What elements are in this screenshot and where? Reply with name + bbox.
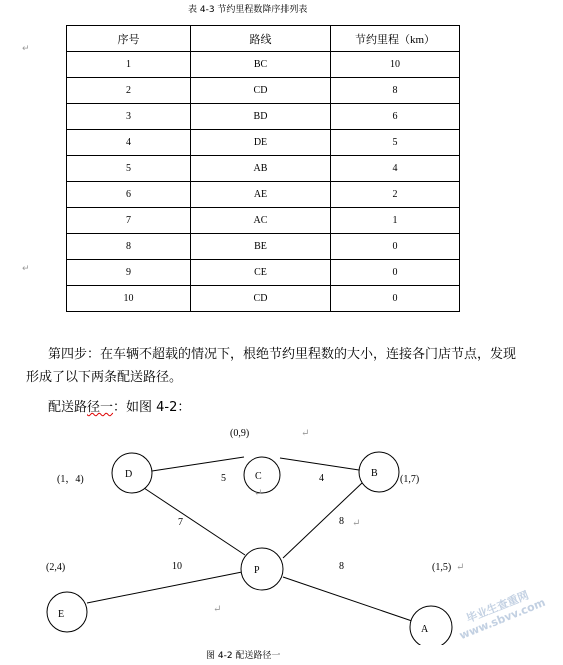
table-caption: 表 4-3 节约里程数降序排列表 — [188, 5, 308, 15]
node-label: P — [254, 565, 260, 576]
edge-line — [280, 458, 359, 470]
table-cell: 5 — [67, 156, 191, 182]
column-header: 节约里程（km） — [331, 26, 460, 52]
table-row — [67, 130, 460, 156]
edge-label: 7 — [178, 517, 183, 528]
table-cell: 1 — [331, 208, 460, 234]
edge-label: 10 — [172, 561, 182, 572]
node-circle — [47, 592, 87, 632]
table-cell: 0 — [331, 260, 460, 286]
table-cell: 8 — [331, 78, 460, 104]
table-cell: 2 — [331, 182, 460, 208]
node-coordinate: (1,7) — [400, 474, 420, 485]
node-circle — [241, 548, 283, 590]
table-cell: 0 — [331, 234, 460, 260]
table-cell: CE — [191, 260, 331, 286]
edge-label: 5 — [221, 473, 226, 484]
node-circle — [359, 452, 399, 492]
table-cell: 7 — [67, 208, 191, 234]
table-cell: 10 — [331, 52, 460, 78]
table-row — [67, 234, 460, 260]
return-mark: ↵ — [22, 264, 30, 274]
table-cell: CD — [191, 78, 331, 104]
table-cell: 9 — [67, 260, 191, 286]
table-row — [67, 78, 460, 104]
table-row — [67, 182, 460, 208]
watermark-logo: 毕业生查重网 www.sbvv.com — [457, 588, 548, 643]
table-row — [67, 156, 460, 182]
table-cell: 6 — [331, 104, 460, 130]
column-header: 序号 — [67, 26, 191, 52]
table-cell: 5 — [331, 130, 460, 156]
table-cell: 0 — [331, 286, 460, 312]
return-mark: ↵ — [22, 44, 30, 54]
return-mark: ↵ — [254, 488, 263, 499]
return-mark: ↵ — [352, 518, 361, 529]
table-row — [67, 286, 460, 312]
route-heading-prefix: 配送路 — [48, 400, 88, 415]
edge-label: 8 — [339, 516, 344, 527]
edge-line — [283, 577, 412, 621]
table-cell: AC — [191, 208, 331, 234]
table-cell: AB — [191, 156, 331, 182]
table-cell: 2 — [67, 78, 191, 104]
table-row — [67, 52, 460, 78]
column-header: 路线 — [191, 26, 331, 52]
table-cell: 4 — [331, 156, 460, 182]
table-cell: AE — [191, 182, 331, 208]
table-row — [67, 260, 460, 286]
table-cell: CD — [191, 286, 331, 312]
edge-label: 4 — [319, 473, 324, 484]
edge-line — [283, 483, 362, 558]
return-mark: ↵ — [456, 562, 465, 573]
table-header-row — [67, 26, 460, 52]
table-cell: 4 — [67, 130, 191, 156]
route-heading — [48, 396, 190, 419]
paragraph-line: 第四步：在车辆不超载的情况下，根绝节约里程数的大小，连接各门店节点，发现 — [48, 347, 517, 362]
table-cell: 10 — [67, 286, 191, 312]
return-mark: ↵ — [213, 604, 222, 615]
figure-caption: 图 4-2 配送路径一 — [206, 651, 281, 661]
node-coordinate: (2,4) — [46, 562, 66, 573]
return-mark: ↵ — [301, 428, 310, 439]
edge-label: 8 — [339, 561, 344, 572]
table-cell: BC — [191, 52, 331, 78]
paragraph-step-four — [48, 343, 563, 366]
node-label: E — [58, 609, 65, 620]
node-coordinate: (1，4) — [57, 474, 84, 485]
table-row — [67, 208, 460, 234]
table-cell: DE — [191, 130, 331, 156]
node-label: A — [421, 624, 429, 635]
table-cell: 8 — [67, 234, 191, 260]
node-coordinate: (0,9) — [230, 428, 250, 439]
paragraph-line: 形成了以下两条配送路径。 — [26, 370, 183, 385]
node-label: D — [125, 469, 133, 480]
table-cell: BD — [191, 104, 331, 130]
node-coordinate: (1,5) — [432, 562, 452, 573]
table-cell: 6 — [67, 182, 191, 208]
table-cell: 3 — [67, 104, 191, 130]
table-cell: BE — [191, 234, 331, 260]
route-heading-suffix: ：如图 4-2： — [113, 400, 191, 415]
edge-line — [144, 488, 245, 555]
node-label: C — [255, 471, 262, 482]
table-cell: 1 — [67, 52, 191, 78]
edge-line — [87, 572, 242, 603]
route-heading-underlined: 径一 — [87, 400, 114, 415]
savings-table — [66, 25, 460, 312]
edge-line — [152, 457, 244, 471]
table-row — [67, 104, 460, 130]
node-label: B — [371, 468, 378, 479]
